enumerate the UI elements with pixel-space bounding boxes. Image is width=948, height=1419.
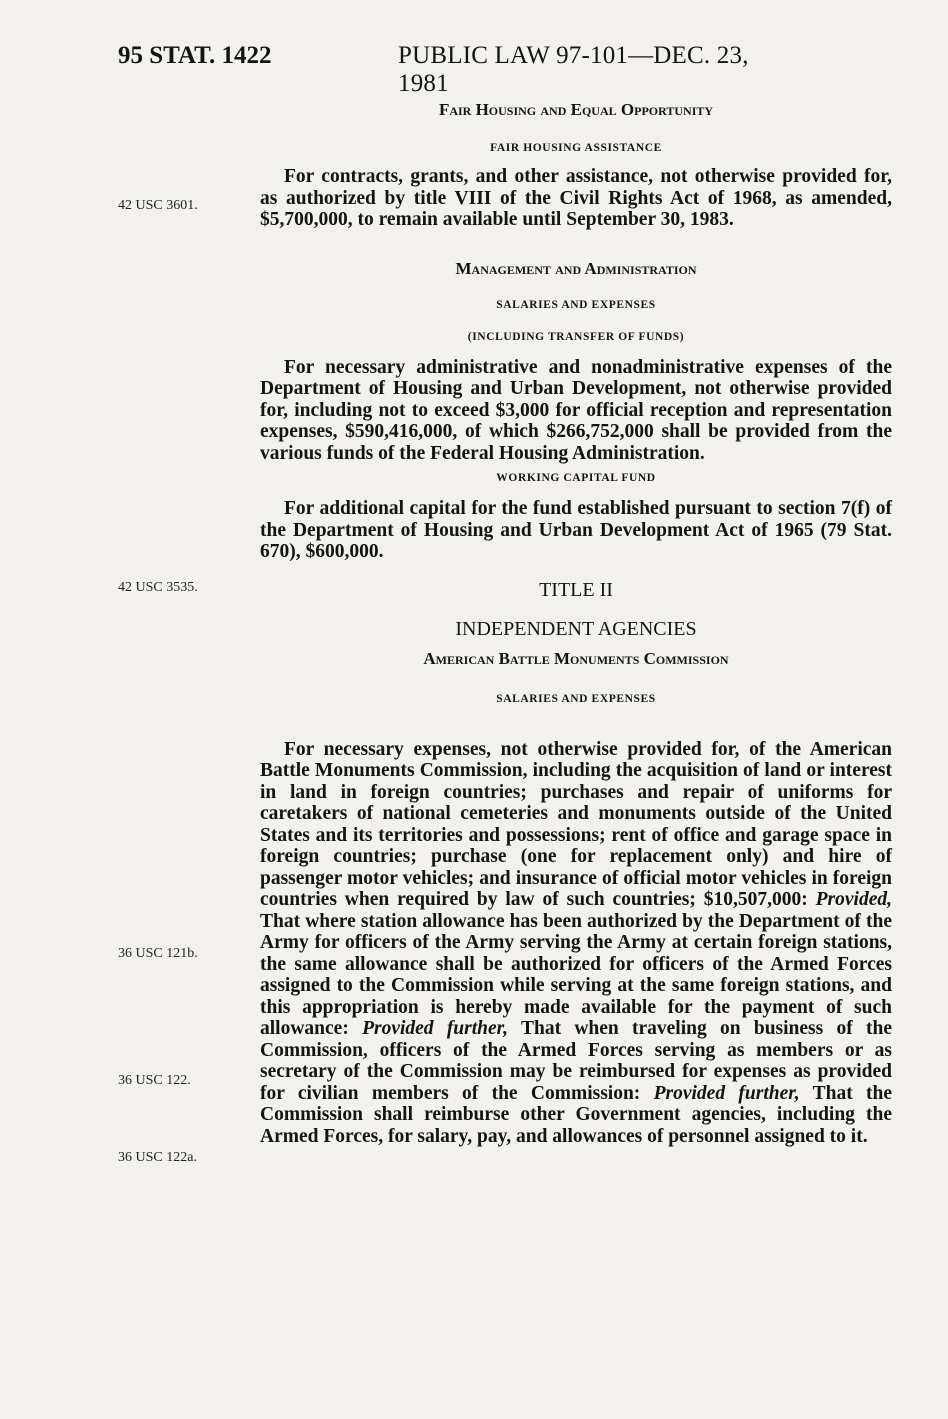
management-paragraph: For necessary administrative and nonadministrative expenses of the Department of Housing and Urban Development, not otherwise provided for, including not to exceed $3,000 for official reception and representation expenses, $590,416,000, of which $266,752,000 shall be provided from the various funds of the Federal Housing Administration. [260,356,892,464]
margin-note-36-usc-121b: 36 USC 121b. [118,946,198,961]
fair-housing-assistance-heading: FAIR HOUSING ASSISTANCE [490,142,662,154]
working-capital-heading: WORKING CAPITAL FUND [496,472,656,484]
stat-page-number: 95 STAT. 1422 [118,42,272,69]
fair-housing-heading: Fair Housing and Equal Opportunity [438,100,714,119]
provided-further-proviso-2: Provided further, [653,1082,800,1104]
fair-housing-paragraph: For contracts, grants, and other assistance, not otherwise provided for, as authorized by title VIII of the Civil Rights Act of 1968, as amended, $5,700,000, to remain available until September 30, 1983. [260,166,892,230]
title-ii-heading: TITLE II [539,578,613,601]
page-header [118,42,778,97]
abmc-text-part-3: That when traveling on business of the Commission, officers of the Armed Forces serving as members or as secretary of the Commission may be reimbursed for expenses as provided for civilian members of the Commission: [260,1018,892,1104]
salaries-expenses-heading: SALARIES AND EXPENSES [496,298,656,311]
margin-note-36-usc-122: 36 USC 122. [118,1073,191,1088]
provided-further-proviso-1: Provided further, [362,1018,509,1039]
including-transfer-heading: (INCLUDING TRANSFER OF FUNDS) [467,330,685,343]
margin-note-42-usc-3601: 42 USC 3601. [118,198,198,213]
abmc-paragraph [260,739,892,1148]
document-body [260,100,892,1147]
abmc-text-part-4: That the Commission shall reimburse other Government agencies, including the Armed Forces, for salary, pay, and allowances of personnel assigned to it. [260,1082,892,1147]
management-heading: Management and Administration [455,258,697,278]
margin-note-42-usc-3535: 42 USC 3535. [118,580,198,595]
independent-agencies-heading: INDEPENDENT AGENCIES [455,617,697,640]
public-law-citation: PUBLIC LAW 97-101—DEC. 23, 1981 [398,42,749,97]
provided-proviso: Provided, [815,889,892,910]
abmc-heading: American Battle Monuments Commission [423,648,729,668]
working-capital-paragraph: For additional capital for the fund established pursuant to section 7(f) of the Department of Housing and Urban Development Act of 1965 (79 Stat. 670), $600,000. [260,498,892,562]
abmc-salaries-expenses-heading: SALARIES AND EXPENSES [496,692,656,705]
margin-note-36-usc-122a: 36 USC 122a. [118,1150,197,1165]
abmc-text-part-1: For necessary expenses, not otherwise provided for, of the American Battle Monuments Commission, including the acquisition of land or interest in land in foreign countries; purchases and repair of uniforms for caretakers of national cemeteries and monuments outside of the United States and its territories and possessions; rent of office and garage space in foreign countries; purchase (one for replacement only) and hire of passenger motor vehicles; and insurance of official motor vehicles in foreign countries when required by law of such countries; $10,507,000: [260,738,892,910]
abmc-text-part-2: That where station allowance has been authorized by the Department of the Army for officers of the Army serving the Army at certain foreign stations, the same allowance shall be authorized for officers of the Armed Forces assigned to the Commission while serving at the same foreign stations, and this appropriation is hereby made available for the payment of such allowance: [260,910,892,1039]
